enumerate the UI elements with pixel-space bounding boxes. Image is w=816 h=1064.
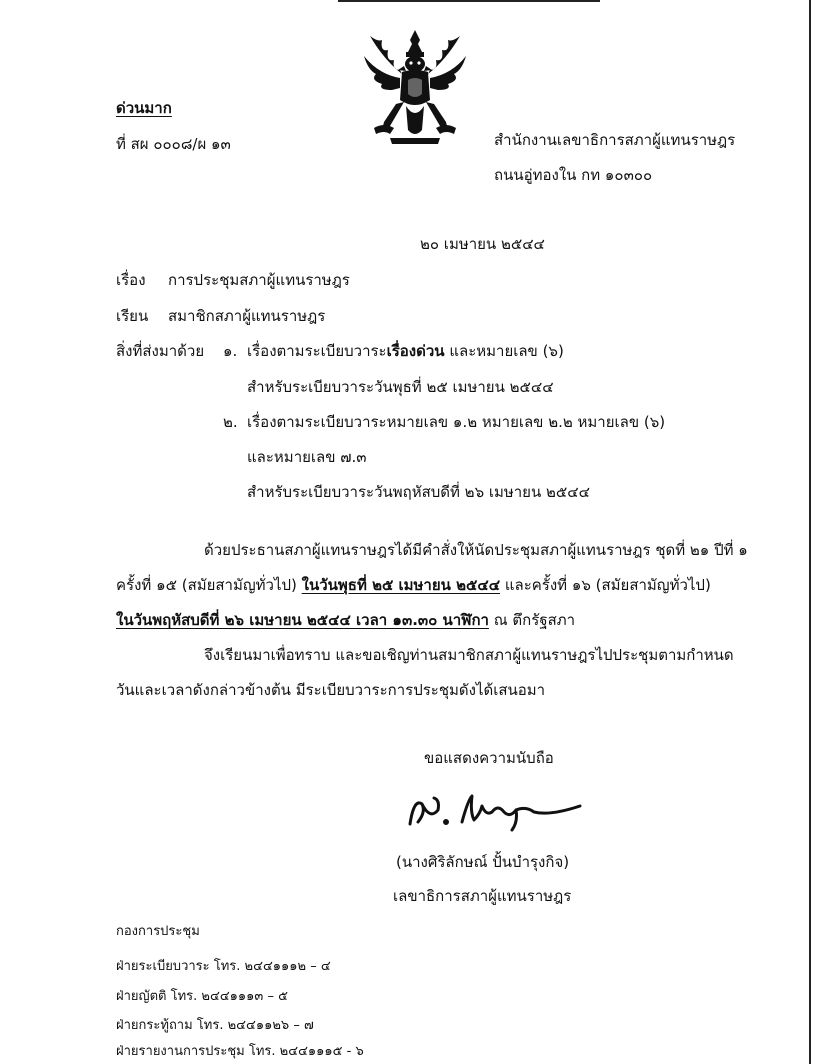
footer-contact-minutes: ฝ่ายรายงานการประชุม โทร. ๒๔๔๑๑๑๕ - ๖ [116,1044,364,1059]
office-address: ถนนอู่ทองใน กท ๑๐๓๐๐ [494,166,653,184]
body-p1-l2-bold-date: ในวันพุธที่ ๒๕ เมษายน ๒๕๔๔ [301,576,501,594]
enclosure-1-line-1 [247,341,564,361]
handwritten-signature [400,788,585,838]
enclosure-1-text-b: และหมายเลข (๖) [449,342,564,360]
enclosure-2-line-2: และหมายเลข ๗.๓ [247,448,367,466]
footer-contact-motions: ฝ่ายญัตติ โทร. ๒๔๔๑๑๑๓ – ๕ [116,989,288,1004]
top-rule [338,0,600,2]
right-border [809,0,811,1064]
body-p1-l2-text-b: และครั้งที่ ๑๖ (สมัยสามัญทั่วไป) [504,576,711,594]
enclosure-2-number: ๒. [223,413,238,431]
enclosure-2-line-1: เรื่องตามระเบียบวาระหมายเลข ๑.๒ หมายเลข ๒.๒ หมายเลข (๖) [247,413,666,431]
signatory-name: (นางศิริลักษณ์ ปั้นบำรุงกิจ) [396,853,570,871]
reference-number: ที่ สผ ๐๐๐๘/ผ ๑๓ [116,135,231,153]
body-paragraph-2-line-1: จึงเรียนมาเพื่อทราบ และขอเชิญท่านสมาชิกสภาผู้แทนราษฎรไปประชุมตามกำหนด [204,646,734,664]
footer-contact-questions: ฝ่ายกระทู้ถาม โทร. ๒๔๔๑๑๒๖ – ๗ [116,1018,314,1033]
body-p1-l3-bold-date: ในวันพฤหัสบดีที่ ๒๖ เมษายน ๒๕๔๔ เวลา ๑๓.๓๐ นาฬิกา [116,611,489,629]
body-p1-l3-text-b: ณ ตึกรัฐสภา [493,611,576,629]
enclosure-1-bold: เรื่องด่วน [386,342,445,360]
enclosure-1-number: ๑. [223,342,238,360]
footer-division: กองการประชุม [116,924,200,939]
subject-text: การประชุมสภาผู้แทนราษฎร [168,271,350,289]
closing-salutation: ขอแสดงความนับถือ [424,749,554,767]
footer-contact-agenda: ฝ่ายระเบียบวาระ โทร. ๒๔๔๑๑๑๒ – ๔ [116,959,331,974]
body-paragraph-1-line-2 [116,575,711,595]
urgency-label: ด่วนมาก [116,99,172,117]
body-paragraph-2-line-2: วันและเวลาดังกล่าวข้างต้น มีระเบียบวาระการประชุมดังได้เสนอมา [116,681,546,699]
body-paragraph-1-line-1: ด้วยประธานสภาผู้แทนราษฎรได้มีคำสั่งให้นัดประชุมสภาผู้แทนราษฎร ชุดที่ ๒๑ ปีที่ ๑ [204,541,748,559]
enclosure-1-text-a: เรื่องตามระเบียบวาระ [247,342,387,360]
subject-label: เรื่อง [116,271,146,289]
body-paragraph-1-line-3 [116,610,575,630]
enclosure-1-line-2: สำหรับระเบียบวาระวันพุธที่ ๒๕ เมษายน ๒๕๔๔ [247,378,554,396]
body-p1-l2-text-a: ครั้งที่ ๑๕ (สมัยสามัญทั่วไป) [116,576,297,594]
garuda-emblem-icon [360,30,470,148]
letter-date: ๒๐ เมษายน ๒๕๔๔ [420,235,545,253]
recipient-text: สมาชิกสภาผู้แทนราษฎร [168,307,326,325]
enclosure-2-line-3: สำหรับระเบียบวาระวันพฤหัสบดีที่ ๒๖ เมษายน ๒๕๔๔ [247,483,590,501]
issuing-office: สำนักงานเลขาธิการสภาผู้แทนราษฎร [494,131,736,149]
signatory-position: เลขาธิการสภาผู้แทนราษฎร [393,887,572,905]
enclosures-label: สิ่งที่ส่งมาด้วย [116,342,205,360]
recipient-label: เรียน [116,307,149,325]
